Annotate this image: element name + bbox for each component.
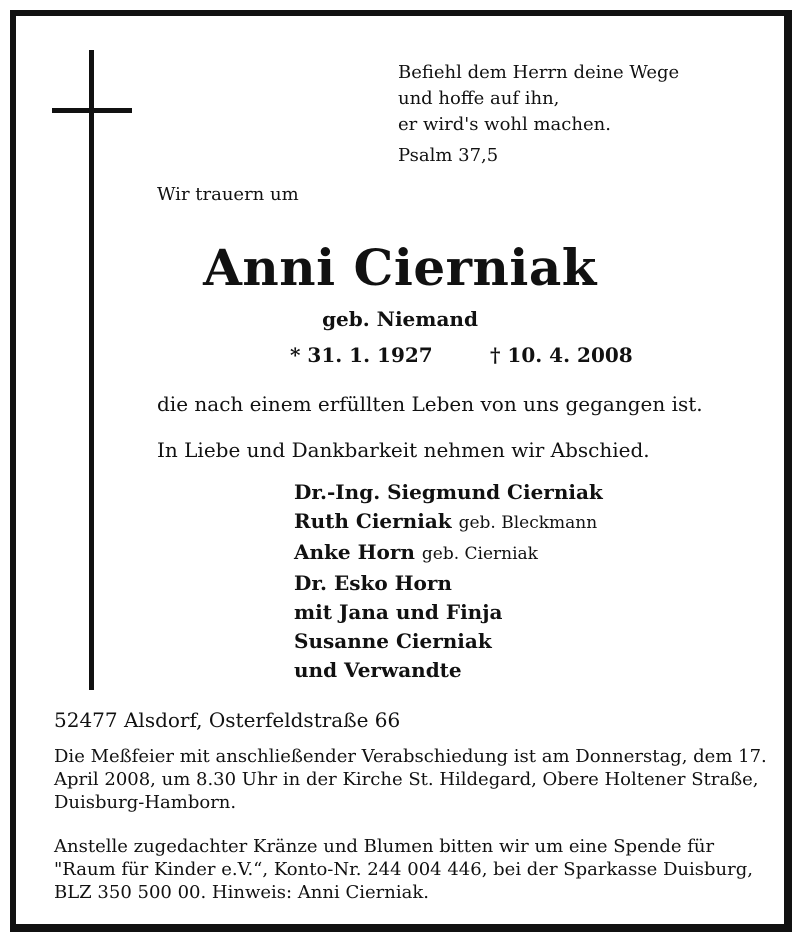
message-line-2: In Liebe und Dankbarkeit nehmen wir Abschied. xyxy=(157,438,650,462)
cross-symbol-horizontal xyxy=(52,108,132,113)
intro-text: Wir trauern um xyxy=(157,184,299,205)
donation-notice: Anstelle zugedachter Kränze und Blumen bitten wir um eine Spende für "Raum für Kinder e.V.“, Konto-Nr. 244 004 446, bei der Sparkasse Duisburg, BLZ 350 500 00. Hinweis: Anni Cierniak. xyxy=(54,836,753,903)
verse-line-3: er wird's wohl machen. xyxy=(398,114,611,135)
mourner-name: Dr.-Ing. Siegmund Cierniak xyxy=(294,480,603,504)
mourner-note: geb. Bleckmann xyxy=(458,513,598,533)
verse-line-2: und hoffe auf ihn, xyxy=(398,88,560,109)
family-address: 52477 Alsdorf, Osterfeldstraße 66 xyxy=(54,708,401,732)
mourner-name: Susanne Cierniak xyxy=(294,629,492,653)
birth-name: geb. Niemand xyxy=(322,307,478,331)
mourner-name: mit Jana und Finja xyxy=(294,600,503,624)
mourner-entry xyxy=(294,598,603,627)
mourner-name: und Verwandte xyxy=(294,658,462,682)
service-notice: Die Meßfeier mit anschließender Verabschiedung ist am Donnerstag, dem 17. April 2008, um 8.30 Uhr in der Kirche St. Hildegard, Obere Holtener Straße, Duisburg-Hamborn. xyxy=(54,746,767,813)
birth-date: * 31. 1. 1927 xyxy=(290,343,433,367)
mourner-entry xyxy=(294,538,603,569)
deceased-name: Anni Cierniak xyxy=(203,238,597,297)
mourner-name: Ruth Cierniak xyxy=(294,509,452,533)
mourner-entry xyxy=(294,569,603,598)
mourners-list xyxy=(294,478,603,685)
verse-line-1: Befiehl dem Herrn deine Wege xyxy=(398,62,680,83)
cross-symbol-vertical xyxy=(89,50,94,690)
mourner-name: Dr. Esko Horn xyxy=(294,571,452,595)
mourner-note: geb. Cierniak xyxy=(421,544,538,564)
mourner-name: Anke Horn xyxy=(294,540,415,564)
verse-reference: Psalm 37,5 xyxy=(398,145,499,166)
mourner-entry xyxy=(294,507,603,538)
mourner-entry xyxy=(294,627,603,656)
message-line-1: die nach einem erfüllten Leben von uns gegangen ist. xyxy=(157,392,703,416)
mourner-entry xyxy=(294,478,603,507)
mourner-entry xyxy=(294,656,603,685)
death-date: † 10. 4. 2008 xyxy=(490,343,633,367)
